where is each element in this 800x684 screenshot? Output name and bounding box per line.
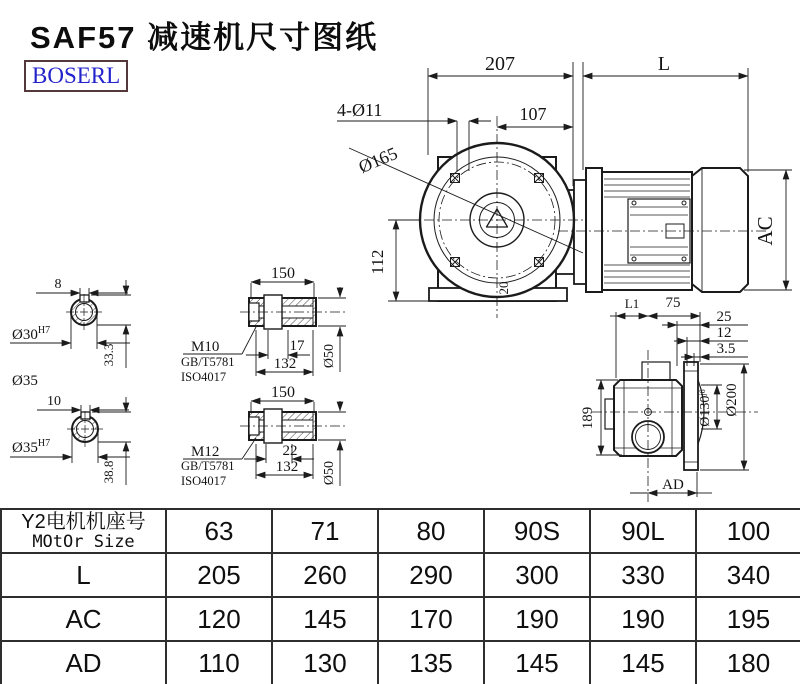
dim-O30H7: $Ø30^{H7}$ [12, 325, 51, 343]
dim-O165: Ø165 [355, 142, 401, 178]
dim-4xO11: 4-Ø11 [337, 100, 383, 120]
dim-3-5: 3.5 [716, 341, 736, 357]
table-row-AC [1, 597, 800, 641]
dim-12: 12 [716, 325, 732, 341]
value-cell: 290 [378, 553, 484, 597]
value-cell: 190 [484, 597, 590, 641]
dim-O50-a: Ø50 [322, 343, 337, 369]
value-cell: 180 [696, 641, 800, 684]
value-cell: 190 [590, 597, 696, 641]
value-cell: 145 [484, 641, 590, 684]
value-cell: 260 [272, 553, 378, 597]
dim-107: 107 [519, 104, 547, 124]
row-label: L [1, 553, 166, 597]
dim-75: 75 [665, 295, 681, 311]
dim-L1: L1 [624, 296, 640, 311]
dim-150-a: 150 [271, 265, 295, 282]
dim-L: L [657, 53, 671, 75]
value-cell: 130 [272, 641, 378, 684]
motor-flange [586, 168, 602, 292]
motor-size-table [0, 508, 800, 684]
value-cell: 110 [166, 641, 272, 684]
dim-22: 22 [282, 443, 298, 459]
dim-20: 20 [496, 281, 511, 295]
col-header: 90L [590, 509, 696, 553]
value-cell: 145 [590, 641, 696, 684]
value-cell: 170 [378, 597, 484, 641]
col-header: 100 [696, 509, 800, 553]
value-cell: 205 [166, 553, 272, 597]
dim-AC: AC [753, 216, 777, 246]
motor-size-header-cell [1, 509, 166, 553]
col-header: 71 [272, 509, 378, 553]
dim-25: 25 [716, 309, 732, 325]
dim-17: 17 [289, 338, 305, 354]
col-header: 90S [484, 509, 590, 553]
keyway [80, 295, 89, 302]
dim-O50-b: Ø50 [322, 460, 337, 486]
table-row-AD [1, 641, 800, 684]
dim-207: 207 [485, 53, 515, 75]
motor-side-view [558, 168, 768, 292]
dim-132-a: 132 [273, 356, 297, 372]
fan-cowl [692, 168, 748, 292]
row-label: AD [1, 641, 166, 684]
dim-AD: AD [662, 477, 684, 493]
dim-112: 112 [368, 249, 387, 275]
value-cell: 330 [590, 553, 696, 597]
value-cell: 135 [378, 641, 484, 684]
value-cell: 300 [484, 553, 590, 597]
row-label: AC [1, 597, 166, 641]
label-gbt5781-b: GB/T5781 [181, 459, 235, 473]
dim-O200: Ø200 [724, 383, 740, 417]
label-iso4017-b: ISO4017 [181, 474, 227, 488]
dim-189: 189 [580, 406, 596, 430]
dim-O130: $Ø130^{j6}$ [698, 389, 713, 427]
dim-keyway-8: 8 [54, 277, 62, 292]
label-M10: M10 [191, 339, 220, 355]
header-en: MOtOr Size [32, 531, 135, 552]
col-header: 63 [166, 509, 272, 553]
flange-plate [684, 362, 698, 470]
value-cell: 120 [166, 597, 272, 641]
dim-150-b: 150 [271, 384, 295, 401]
keyway [81, 412, 90, 419]
value-cell: 340 [696, 553, 800, 597]
col-header: 80 [378, 509, 484, 553]
brand-logo: BOSERL [24, 60, 128, 92]
page-title: SAF57 减速机尺寸图纸 [30, 20, 379, 55]
dim-keyway-10: 10 [47, 394, 61, 409]
label-iso4017-a: ISO4017 [181, 370, 227, 384]
dim-33-3: 33.3 [101, 343, 116, 367]
label-gbt5781-a: GB/T5781 [181, 355, 235, 369]
table-header-row [1, 509, 800, 553]
table-row-L [1, 553, 800, 597]
dim-O35H7: $Ø35^{H7}$ [12, 438, 51, 456]
value-cell: 145 [272, 597, 378, 641]
value-cell: 195 [696, 597, 800, 641]
label-M12: M12 [191, 444, 220, 460]
label-O35: Ø35 [12, 373, 38, 389]
header-cn: Y2电机机座号 [21, 510, 146, 533]
dim-38-8: 38.8 [101, 460, 116, 484]
dim-132-b: 132 [275, 459, 299, 475]
